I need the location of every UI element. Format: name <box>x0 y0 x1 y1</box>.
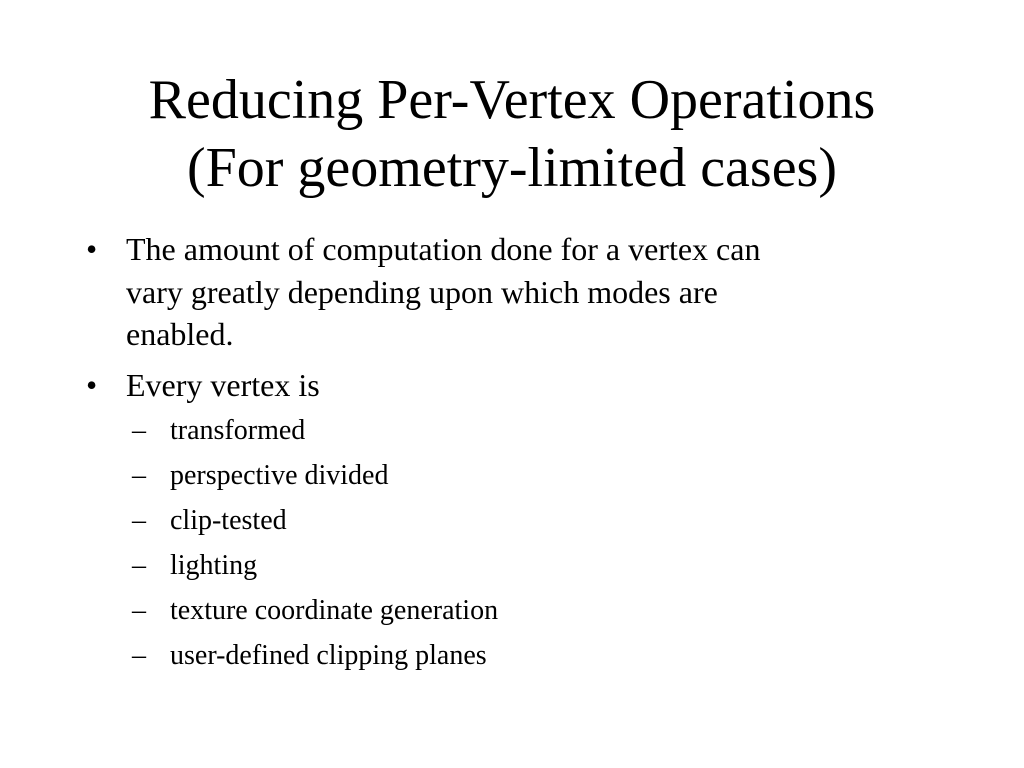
sub-marker: – <box>132 595 146 626</box>
sub-item <box>86 549 946 583</box>
sub-item-text: perspective divided <box>170 460 389 491</box>
bullet-marker: • <box>86 231 98 267</box>
bullet-item <box>86 364 946 407</box>
title-line-2: (For geometry-limited cases) <box>186 137 837 199</box>
sub-item-text: user-defined clipping planes <box>170 640 487 671</box>
sub-marker: – <box>132 550 146 581</box>
title-line-1: Reducing Per-Vertex Operations <box>148 69 876 131</box>
sub-item <box>86 459 946 493</box>
sub-item-text: clip-tested <box>170 505 287 536</box>
sub-item <box>86 594 946 628</box>
sub-item <box>86 414 946 448</box>
sub-item <box>86 639 946 673</box>
bullet-line: vary greatly depending upon which modes are <box>126 273 718 310</box>
bullet-line: enabled. <box>126 316 234 352</box>
sub-marker: – <box>132 460 146 491</box>
sub-list <box>86 414 946 673</box>
bullet-item <box>86 228 946 356</box>
sub-item-text: texture coordinate generation <box>170 595 499 626</box>
sub-marker: – <box>132 640 146 671</box>
sub-marker: – <box>132 415 146 446</box>
sub-item-text: lighting <box>170 550 258 581</box>
bullet-marker: • <box>86 366 98 403</box>
sub-marker: – <box>132 505 146 536</box>
slide-body <box>86 228 946 684</box>
sub-item <box>86 504 946 538</box>
bullet-text: Every vertex is <box>126 366 320 403</box>
slide-title <box>0 66 1024 202</box>
sub-item-text: transformed <box>170 415 306 446</box>
bullet-line: The amount of computation done for a vertex can <box>126 231 761 267</box>
